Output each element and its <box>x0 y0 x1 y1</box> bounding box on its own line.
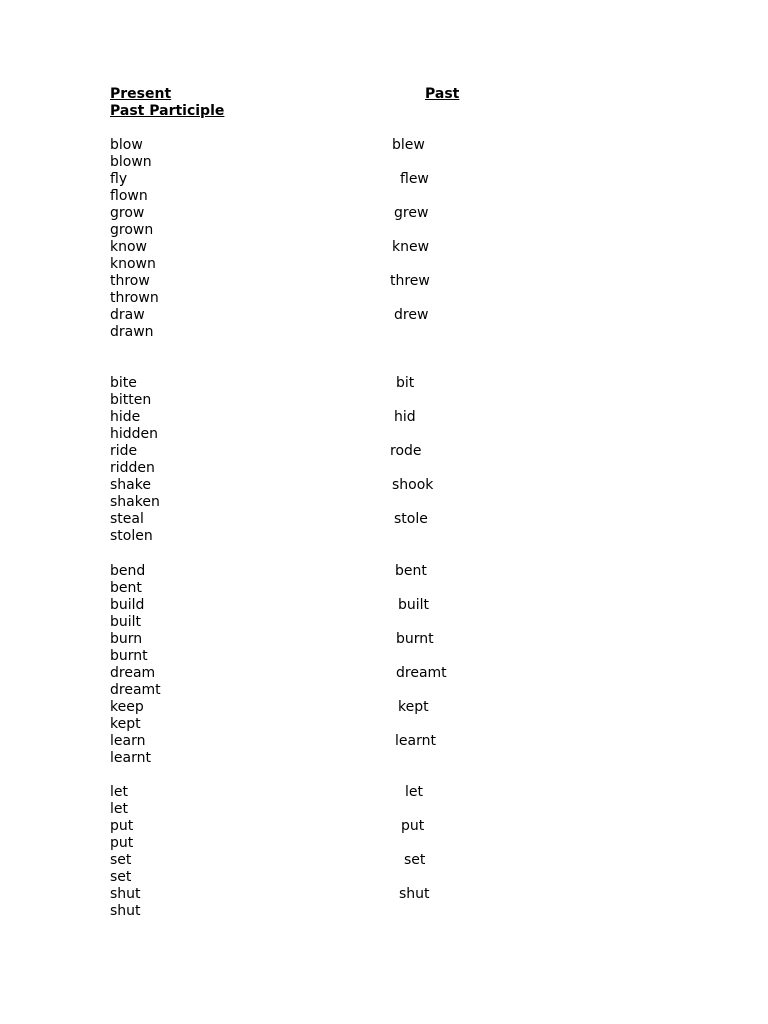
past-participle-verb: shaken <box>110 494 160 510</box>
present-verb: shake <box>110 477 151 493</box>
present-verb: learn <box>110 733 146 749</box>
past-participle-verb: grown <box>110 222 154 238</box>
past-participle-verb: bitten <box>110 392 152 408</box>
past-participle-verb: bent <box>110 580 142 596</box>
past-verb: dreamt <box>396 665 447 681</box>
past-participle-verb: drawn <box>110 324 154 340</box>
past-participle-verb: stolen <box>110 528 153 544</box>
present-verb: bite <box>110 375 137 391</box>
past-participle-verb: kept <box>110 716 141 732</box>
past-participle-verb: put <box>110 835 134 851</box>
header-past: Past <box>425 86 460 102</box>
present-verb: draw <box>110 307 145 323</box>
past-verb: knew <box>392 239 430 255</box>
past-verb: rode <box>390 443 422 459</box>
past-participle-verb: blown <box>110 154 152 170</box>
present-verb: grow <box>110 205 145 221</box>
past-participle-verb: set <box>110 869 132 885</box>
past-verb: blew <box>392 137 425 153</box>
past-participle-verb: burnt <box>110 648 148 664</box>
past-participle-verb: learnt <box>110 750 151 766</box>
past-participle-verb: known <box>110 256 156 272</box>
past-verb: let <box>405 784 423 800</box>
past-verb: built <box>398 597 430 613</box>
past-verb: shook <box>392 477 434 493</box>
header-present: Present <box>110 86 172 102</box>
present-verb: keep <box>110 699 144 715</box>
past-participle-verb: let <box>110 801 128 817</box>
present-verb: throw <box>110 273 150 289</box>
present-verb: fly <box>110 171 128 187</box>
present-verb: know <box>110 239 147 255</box>
past-verb: drew <box>394 307 429 323</box>
past-verb: bent <box>395 563 427 579</box>
past-participle-verb: thrown <box>110 290 159 306</box>
present-verb: build <box>110 597 145 613</box>
past-participle-verb: shut <box>110 903 141 919</box>
past-verb: burnt <box>396 631 434 647</box>
present-verb: set <box>110 852 132 868</box>
past-verb: flew <box>400 171 429 187</box>
present-verb: shut <box>110 886 141 902</box>
header-past-participle: Past Participle <box>110 103 225 119</box>
present-verb: dream <box>110 665 156 681</box>
present-verb: steal <box>110 511 144 527</box>
present-verb: blow <box>110 137 143 153</box>
past-verb: stole <box>394 511 428 527</box>
past-verb: kept <box>398 699 429 715</box>
past-verb: learnt <box>395 733 436 749</box>
past-verb: grew <box>394 205 429 221</box>
past-participle-verb: ridden <box>110 460 155 476</box>
past-participle-verb: built <box>110 614 142 630</box>
past-participle-verb: dreamt <box>110 682 161 698</box>
past-verb: hid <box>394 409 416 425</box>
past-participle-verb: flown <box>110 188 148 204</box>
present-verb: put <box>110 818 134 834</box>
present-verb: hide <box>110 409 141 425</box>
past-verb: put <box>401 818 425 834</box>
past-verb: threw <box>390 273 430 289</box>
past-participle-verb: hidden <box>110 426 159 442</box>
past-verb: shut <box>399 886 430 902</box>
past-verb: bit <box>396 375 415 391</box>
present-verb: ride <box>110 443 138 459</box>
past-verb: set <box>404 852 426 868</box>
present-verb: bend <box>110 563 146 579</box>
present-verb: let <box>110 784 128 800</box>
present-verb: burn <box>110 631 143 647</box>
